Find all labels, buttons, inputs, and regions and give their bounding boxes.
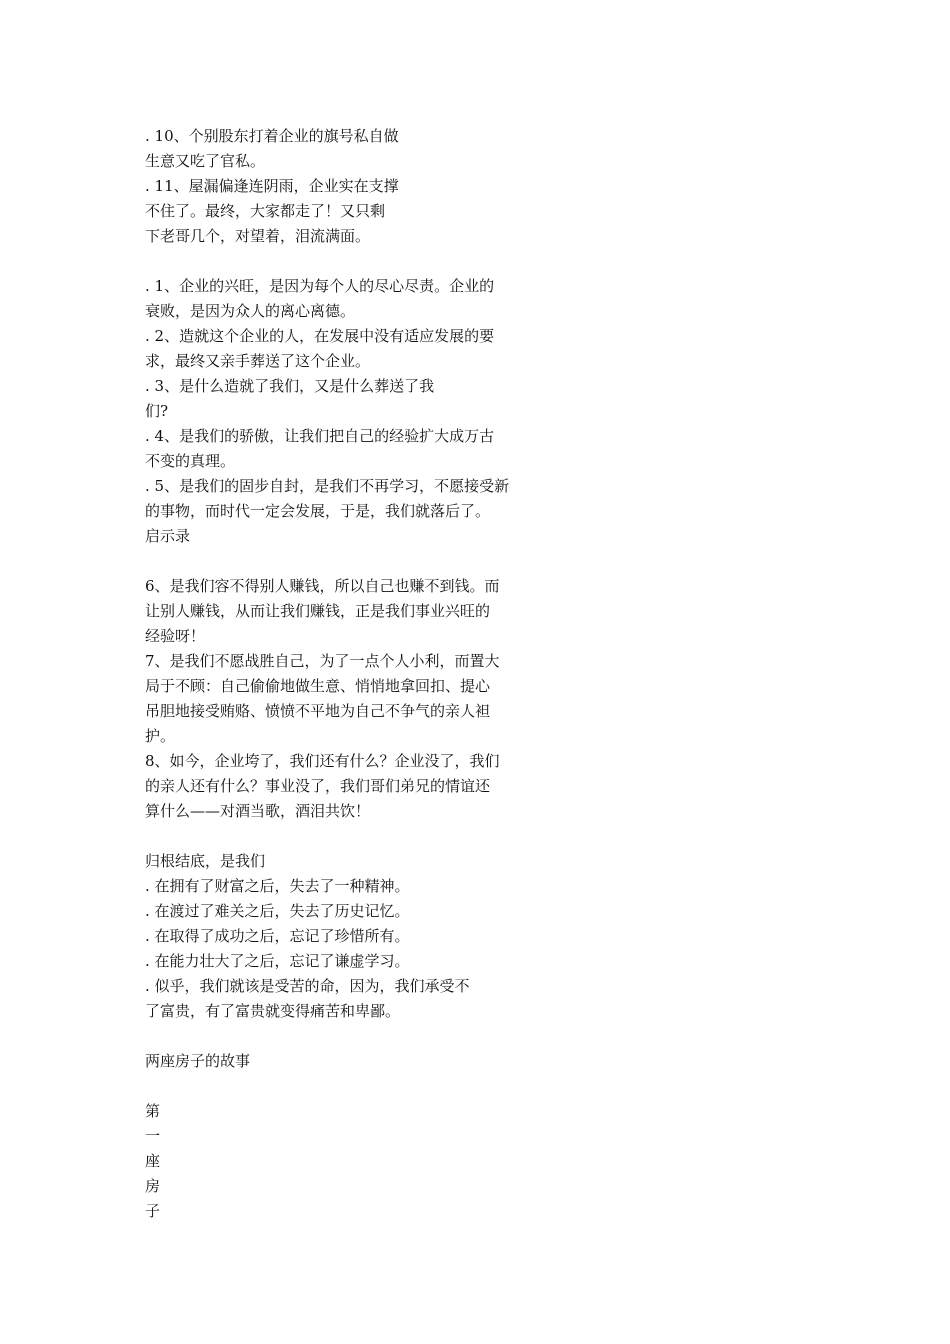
text-line: 不变的真理。 <box>145 452 236 470</box>
text-line: . 11、屋漏偏逢连阴雨，企业实在支撑 <box>145 177 399 195</box>
text-line: 经验呀！ <box>145 627 206 645</box>
heading-char: 座 <box>145 1152 161 1170</box>
blank-line <box>145 1024 565 1049</box>
text-line: . 5、是我们的固步自封，是我们不再学习，不愿接受新 <box>145 477 510 495</box>
text-line: 生意又吃了官私。 <box>145 152 266 170</box>
heading-char: 子 <box>145 1202 161 1220</box>
blank-line <box>145 249 565 274</box>
text-line: . 2、造就这个企业的人，在发展中没有适应发展的要 <box>145 327 495 345</box>
text-line: . 4、是我们的骄傲，让我们把自己的经验扩大成万古 <box>145 427 495 445</box>
text-line: 护。 <box>145 727 176 745</box>
text-line: 求，最终又亲手葬送了这个企业。 <box>145 352 371 370</box>
text-line: 衰败，是因为众人的离心离德。 <box>145 302 356 320</box>
text-line: 启示录 <box>145 527 191 545</box>
text-line: 7、是我们不愿战胜自己，为了一点个人小利，而置大 <box>145 652 500 670</box>
text-line: 算什么——对酒当歌，酒泪共饮！ <box>145 802 371 820</box>
text-line: 6、是我们容不得别人赚钱，所以自己也赚不到钱。而 <box>145 577 500 595</box>
text-line: . 在渡过了难关之后，失去了历史记忆。 <box>145 902 410 920</box>
text-line: 们? <box>145 402 169 420</box>
blank-line <box>145 1074 565 1099</box>
text-line: 的事物，而时代一定会发展，于是，我们就落后了。 <box>145 502 491 520</box>
text-line: . 在拥有了财富之后，失去了一种精神。 <box>145 877 410 895</box>
heading-char: 第 <box>145 1102 161 1120</box>
paragraph-block-3 <box>145 574 565 824</box>
blank-line <box>145 549 565 574</box>
text-line: . 在能力壮大了之后，忘记了谦虚学习。 <box>145 952 410 970</box>
text-line: . 3、是什么造就了我们，又是什么葬送了我 <box>145 377 435 395</box>
paragraph-block-1 <box>145 124 565 249</box>
text-line: 归根结底，是我们 <box>145 852 266 870</box>
text-line: 吊胆地接受贿赂、愤愤不平地为自己不争气的亲人袒 <box>145 702 491 720</box>
text-line: 下老哥几个，对望着，泪流满面。 <box>145 227 371 245</box>
paragraph-block-4 <box>145 849 565 1024</box>
text-line: . 在取得了成功之后，忘记了珍惜所有。 <box>145 927 410 945</box>
text-line: . 似乎，我们就该是受苦的命，因为，我们承受不 <box>145 977 470 995</box>
text-line: 了富贵，有了富贵就变得痛苦和卑鄙。 <box>145 1002 401 1020</box>
document-page <box>145 124 565 1224</box>
blank-line <box>145 824 565 849</box>
text-line: 让别人赚钱，从而让我们赚钱，正是我们事业兴旺的 <box>145 602 491 620</box>
vertical-heading <box>145 1099 565 1224</box>
paragraph-block-2 <box>145 274 565 549</box>
text-line: . 10、个别股东打着企业的旗号私自做 <box>145 127 399 145</box>
heading-char: 房 <box>145 1177 161 1195</box>
section-title: 两座房子的故事 <box>145 1052 251 1070</box>
text-line: 局于不顾：自己偷偷地做生意、悄悄地拿回扣、提心 <box>145 677 491 695</box>
text-line: 不住了。最终，大家都走了！又只剩 <box>145 202 386 220</box>
text-line: . 1、企业的兴旺，是因为每个人的尽心尽责。企业的 <box>145 277 495 295</box>
text-line: 的亲人还有什么？事业没了，我们哥们弟兄的情谊还 <box>145 777 491 795</box>
text-line: 8、如今，企业垮了，我们还有什么？企业没了，我们 <box>145 752 500 770</box>
heading-char: 一 <box>145 1127 161 1145</box>
